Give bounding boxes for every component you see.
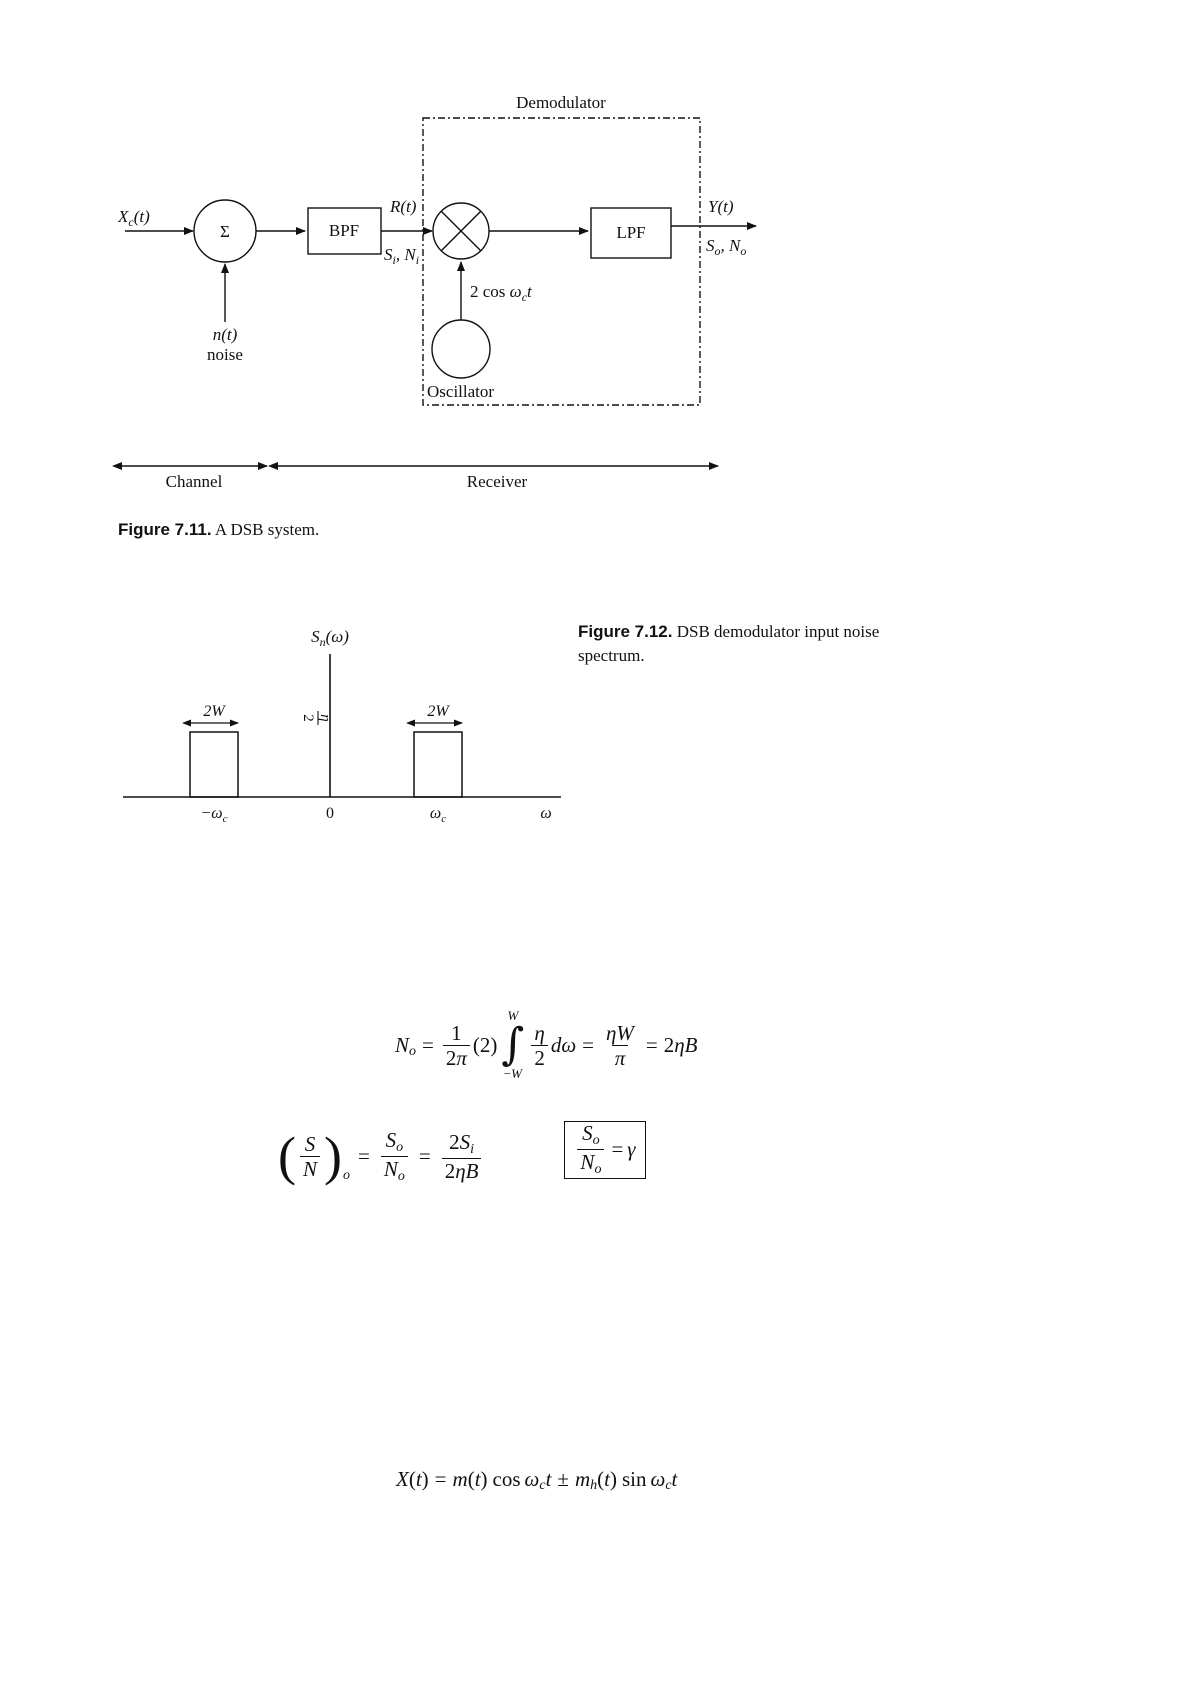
left-band-width-label: 2W xyxy=(203,703,225,720)
figure-7-12-text-line2: spectrum. xyxy=(578,646,645,665)
height-label xyxy=(300,711,333,725)
noise-source-label: n(t) xyxy=(212,325,238,344)
figure-7-11-text: A DSB system. xyxy=(214,520,320,539)
lpf-label: LPF xyxy=(616,223,646,242)
bpf-label: BPF xyxy=(328,221,360,240)
oscillator-signal-label: 2 $\cos \omega_ct$ xyxy=(470,282,532,304)
noise-word: noise xyxy=(207,345,243,364)
demodulator-box xyxy=(423,118,700,405)
demodulator-label: Demodulator xyxy=(516,93,606,112)
figure-7-12-label: Figure 7.12. xyxy=(578,622,673,641)
dsb-system-diagram xyxy=(0,0,1192,520)
tick-neg-omega-c: $-\omega_c$ xyxy=(200,805,228,825)
oscillator-label: Oscillator xyxy=(427,382,495,401)
noise-power-equation: N o = $\frac{1}{2\pi}$ (2) W ∫ −W $\frac{\eta}{2}$ d ω = $\frac{\eta W}{\pi}$ = 2ηB xyxy=(395,1008,698,1081)
snr-equation: ( $\frac{S}{N}$ ) o = $\frac{So}{No}$ = $\frac{2Si}{2\eta B}$ xyxy=(277,1121,484,1191)
input-signal-label: $X_c(t)$ xyxy=(118,207,150,229)
tick-omega-c: $\omega_c$ xyxy=(429,805,447,825)
left-noise-band xyxy=(190,732,238,797)
output-sn-label: $S_o$, $N_o$ xyxy=(706,236,747,258)
figure-7-12-text-line1: DSB demodulator input noise xyxy=(676,622,880,641)
oscillator-circle xyxy=(432,320,490,378)
bpf-output-sn-label: $S_i$, $N_i$ xyxy=(384,245,420,267)
bpf-output-label: R(t) xyxy=(390,197,417,216)
svg-text:2: 2 xyxy=(300,714,316,722)
svg-text:η: η xyxy=(317,714,333,722)
right-band-width-label: 2W xyxy=(427,703,449,720)
figure-7-11-caption xyxy=(118,518,319,542)
figure-7-11-label: Figure 7.11. xyxy=(118,520,212,539)
summer-symbol: Σ xyxy=(220,222,230,241)
spectrum-yaxis-label: $S_n(\omega)$ xyxy=(311,627,349,649)
ssb-signal-equation: X ( t ) = m ( t ) cos ω c t ± m h ( t ) sin ω c t xyxy=(396,1466,678,1493)
receiver-label: Receiver xyxy=(466,472,528,491)
axis-omega-label: ω xyxy=(540,805,552,822)
figure-7-12-caption xyxy=(578,620,938,668)
tick-zero: 0 xyxy=(326,805,334,822)
boxed-snr-equation: $\frac{So}{No}$ = γ xyxy=(564,1121,646,1179)
channel-label: Channel xyxy=(165,472,223,491)
noise-spectrum-plot xyxy=(0,600,600,840)
output-signal-label: Y(t) xyxy=(708,197,734,216)
right-noise-band xyxy=(414,732,462,797)
